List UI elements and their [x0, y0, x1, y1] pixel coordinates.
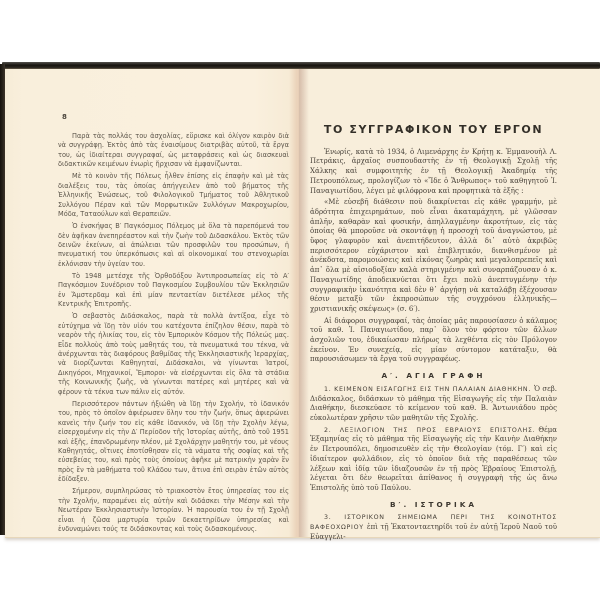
open-book-spread [0, 62, 600, 539]
right-page-body [310, 125, 557, 544]
paragraph: Ὁ σεβαστὸς Διδάσκαλος, παρὰ τὰ πολλὰ ἀντίξοα, εἶχε τὸ εὐτύχημα νὰ ἴδῃ τὸν υἱόν του κατέχοντα ἐπίζηλον θέσιν, παρὰ τὸ νεαρὸν τῆς ἡλικίας του, εἰς τὸν Ἐμπορικὸν Κόσμον τῆς Πόλεώς μας. Εἶδε πολλοὺς ἀπὸ τοὺς μαθητάς του, τὰ πνευματικά του τέκνα, νὰ ἀνέρχωνται τὰς διαφόρους βαθμίδας τῆς Ἐκκλησιαστικῆς Ἱεραρχίας, νὰ διορίζωνται Καθηγηταί, Διδάσκαλοι, νὰ γίνωνται Ἰατροί, Δικηγόροι, Μηχανικοί, Ἔμποροι· νὰ εἰσέρχωνται εἰς ὅλα τὰ στάδια τῆς Κοινωνικῆς ζωῆς, νὰ γίνωνται πατέρες καὶ μητέρες καὶ νὰ φέρουν τὰ τέκνα των πάλιν εἰς αὐτόν. [58, 312, 290, 396]
list-item [310, 513, 557, 542]
paragraph: Περισσότερον πάντων ἠξιώθη νὰ ἴδῃ τὴν Σχολήν, τὸ ἰδανικόν του, πρὸς τὸ ὁποῖον ἀφιέρωσεν ὅλην του τὴν ζωήν, ὅπως ἀφιερώνει κανεὶς τὴν ζωήν του εἰς κάθε ἰδανικόν, νὰ ἴδῃ τὴν Σχολὴν λέγω, εἰσερχομένην εἰς τὴν Δ′ Περίοδον τῆς Ἱστορίας αὐτῆς, ἀπὸ τοῦ 1951 καὶ ἑξῆς, ἐπανδρωμένην πλέον, μὲ Σχολάρχην μαθητήν του, μὲ νέους Καθηγητάς, οἵτινες ἐποτίσθησαν εἰς τὰ νάματα τῆς σοφίας καὶ τῆς εὐσεβείας του, καὶ πρὸς τοὺς ὁποίους ἀφῆκε μὲ πατρικὴν χαρὰν ἓν πρὸς ἓν τὰ μαθήματα τοῦ Κλάδου των, ἅτινα ἐπὶ σειρὰν ἐτῶν αὐτὸς ἐδίδαξεν. [58, 399, 289, 484]
paragraph: Σήμερον, συμπληρώσας τὸ τριακοστὸν ἔτος ὑπηρεσίας του εἰς τὴν Σχολήν, παραμένει εἰς αὐτὴν καὶ διδάσκει τὴν Μέσην καὶ τὴν Νεωτέραν Ἐκκλησιαστικὴν Ἱστορίαν. Ἡ παρουσία του ἐν τῇ Σχολῇ εἶναι ἡ ζῶσα μαρτυρία τριῶν δεκαετηρίδων ὑπηρεσίας καὶ ἐνδυναμώνει τούς τε διδάσκοντας καὶ τοὺς διδασκομένους. [58, 487, 289, 534]
paragraph: Τὸ 1948 μετέσχε τῆς Ὀρθοδόξου Ἀντιπροσωπείας εἰς τὸ Α′ Παγκόσμιον Συνέδριον τοῦ Παγκοσμίου Συμβουλίου τῶν Ἐκκλησιῶν ἐν Ἄμστερδαμ καὶ ἐπὶ μίαν πενταετίαν διετέλεσε μέλος τῆς Κεντρικῆς Ἐπιτροπῆς. [58, 271, 289, 309]
paragraph: Ὁ ἐνσκήψας Β′ Παγκόσμιος Πόλεμος μὲ ὅλα τὰ παρεπόμενά του δὲν ἀφῆκαν ἀνεπηρέαστον καὶ τὴν ζωὴν τοῦ Διδασκάλου. Ἐκτὸς τῶν δεινῶν ἐκείνων, αἱ ἀπώλειαι τῶν προσφιλῶν του προσώπων, ἡ πνευματική του ὑπερκόπωσις καὶ αἱ οἰκονομικαί του στενοχωρίαι ἐκλόνισαν τὴν ὑγείαν του. [58, 222, 289, 268]
book-top-edge [2, 62, 600, 69]
paragraph: Παρὰ τὰς πολλάς του ἀσχολίας, εὕρισκε καὶ ὀλίγον καιρὸν διὰ νὰ συγγράφῃ. Ἐκτὸς ἀπὸ τὰς ἐναισίμους διατριβὰς αὐτοῦ, τὰ ἔργα του, ὡς ἰδιαίτεραι συγγραφαί, ὡς μεταφράσεις καὶ ὡς διασκευαὶ διδακτικῶν κειμένων ἐνωρὶς ἤρχισαν νὰ ἐμφανίζωνται. [58, 132, 289, 169]
paragraph: Αἱ διάφοροι συγγραφαί, τὰς ὁποίας μᾶς παρουσίασεν ὁ κάλαμος τοῦ καθ. Ἰ. Παναγιωτίδου, παρ᾽ ὅλον τὸν φόρτον τῶν ἄλλων ἀσχολιῶν του, ἐδικαίωσαν πλήρως τὰ λεχθέντα εἰς τὸν Πρόλογον ἐκεῖνον. Ἐν συνεχείᾳ, εἰς μίαν σύντομον κατάταξιν, θὰ παρουσιάσωμεν τὰ ἔργα τοῦ συγγραφέως. [310, 316, 557, 364]
right-page [297, 69, 600, 541]
quote-paragraph: «Μὲ εὐσεβῆ διάθεσιν ποὺ διακρίνεται εἰς κάθε γραμμήν, μὲ ἀδρότητα ἐπιχειρημάτων, ποὺ εἶναι ἀκαταμάχητη, μὲ γλῶσσαν ἁπλῆν, καθαρὰν καὶ φυσικήν, ἀπηλλαγμένην ἀκροτήτων, εἰς τὰς ὁποίας θὰ μποροῦσε νὰ σκοντάψῃ ἡ προσοχὴ τοῦ ἀναγνώστου, μὲ ὕφος γλαφυρὸν καὶ ἀνεπιτήδευτον, ἀλλὰ δι᾽ αὐτὸ ἀκριβῶς περισσότερον εὐχάριστον καὶ ἐπιβλητικόν, διανθισμένον μὲ ἀνέκδοτα, παρομοιώσεις καὶ εἰκόνας ζωηρὰς καὶ μεγαλοπρεπεῖς καὶ ἀπ᾽ ὅλα μὲ αἰσιοδοξίαν καλὰ στηριγμένην καὶ συναρπάζουσαν ὁ κ. Παναγιωτίδης ἀποδεικνύεται ὅτι ἔχει πολὺ ἀνεπτυγμένην τὴν συγγραφικὴν ἱκανότητα καὶ δὲν θ᾽ ἀργήσῃ νὰ καταλάβῃ ἐξέχουσαν θέσιν μεταξὺ τῶν ἐκπροσώπων τῆς συγχρόνου ἑλληνικῆς—χριστιανικῆς σκέψεως» (σ. 6′). [310, 198, 557, 313]
item-label: 2. ΛΕΞΙΛΟΓΙΟΝ ΤΗΣ ΠΡΟΣ ΕΒΡΑΙΟΥΣ ΕΠΙΣΤΟΛΗΣ. [324, 426, 536, 434]
book-pages [5, 69, 600, 541]
section-heading-agia-grafi: Α′. ΑΓΙΑ ΓΡΑΦΗ [381, 371, 486, 381]
item-text: Θέμα Ἐξαμηνίας εἰς τὸ μάθημα τῆς Εἰσαγωγῆς εἰς τὴν Καινὴν Διαθήκην ἐν Πετρουπόλει, δημοσιευθὲν εἰς τὴν Θεολογίαν (τόμ. Γ′) καὶ εἰς ἰδιαίτερον φυλλάδιον, εἰς τὸ ὁποῖον διὰ τῆς παραθέσεως τῶν λέξεων καὶ ἰδίᾳ τῶν ἰδιαζουσῶν ἐν τῇ πρὸς Ἑβραίους Ἐπιστολῇ, λέγεται ὅτι δὲν θεωρεῖται ἀπίθανος ἡ συγγραφὴ τῆς ὡς ἄνω Ἐπιστολῆς ὑπὸ τοῦ Παύλου. [310, 425, 557, 492]
paragraph: Μὲ τὸ κοινὸν τῆς Πόλεως ἦλθεν ἐπίσης εἰς ἐπαφὴν καὶ μὲ τὰς διαλέξεις του, τὰς ὁποίας ἀπήγγειλεν ἀπὸ τοῦ βήματος τῆς Ἑλληνικῆς Ἑνώσεως, τοῦ Φιλολογικοῦ Τμήματος τοῦ Ἀθλητικοῦ Συλλόγου Πέραν καὶ τῶν Μορφωτικῶν Συλλόγων Μακροχωρίου, Μόδα, Ταταούλων καὶ Θεραπειῶν. [58, 172, 289, 219]
section-heading-istorika: Β′. ΙΣΤΟΡΙΚΑ [389, 499, 478, 509]
item-label: 3. ΙΣΤΟΡΙΚΟΝ ΣΗΜΕΙΩΜΑ ΠΕΡΙ ΤΗΣ ΚΟΙΝΟΤΗΤΟΣ ΒΑΦΕΟΧΩΡΙΟΥ [310, 514, 557, 532]
left-page-body [58, 132, 289, 537]
book-gutter-crease [289, 69, 309, 537]
chapter-title: ΤΟ ΣΥΓΓΡΑΦΙΚΟΝ ΤΟΥ ΕΡΓΟΝ [323, 123, 544, 136]
page-number: 8 [62, 113, 67, 121]
left-page [5, 69, 297, 537]
list-item [310, 426, 557, 494]
item-text: Ὁ σεβ. Διδάσκαλος, διδάσκων τὸ μάθημα τῆς Εἰσαγωγῆς εἰς τὴν Παλαιὰν Διαθήκην, διεσκεύασε τὸ κείμενον τοῦ καθ. Β. Ἀντωνιάδου πρὸς εὐκολωτέραν χρῆσιν τῶν μαθητῶν τῆς Σχολῆς. [310, 384, 558, 422]
paragraph: Ἐνωρίς, κατὰ τὸ 1934, ὁ Λιμενάρχης ἐν Κρήτῃ κ. Ἐμμανουὴλ Λ. Πετράκις, ἀρχαῖος συσπουδαστὴς ἐν τῇ Θεολογικῇ Σχολῇ τῆς Χάλκης καὶ συμφοιτητὴς ἐν τῇ Θεολογικῇ Ἀκαδημίᾳ τῆς Πετρουπόλεως, προλογίζων τὸ «Ἴδε ὁ Ἄνθρωπος» τοῦ καθηγητοῦ Ἰ. Παναγιωτίδου, λέγει μὲ φιλόφρονα καὶ προφητικὰ τὰ ἑξῆς : [310, 147, 557, 195]
item-label: 1. ΚΕΙΜΕΝΟΝ ΕΙΣΑΓΩΓΗΣ ΕΙΣ ΤΗΝ ΠΑΛΑΙΑΝ ΔΙΑΘΗΚΗΝ. [324, 385, 532, 393]
item-text: ἐπὶ τῇ Ἑκατονταετηρίδι τοῦ ἐν αὐτῇ Ἱεροῦ Ναοῦ τοῦ Εὐαγγελι- [310, 523, 557, 541]
list-item [310, 385, 557, 424]
